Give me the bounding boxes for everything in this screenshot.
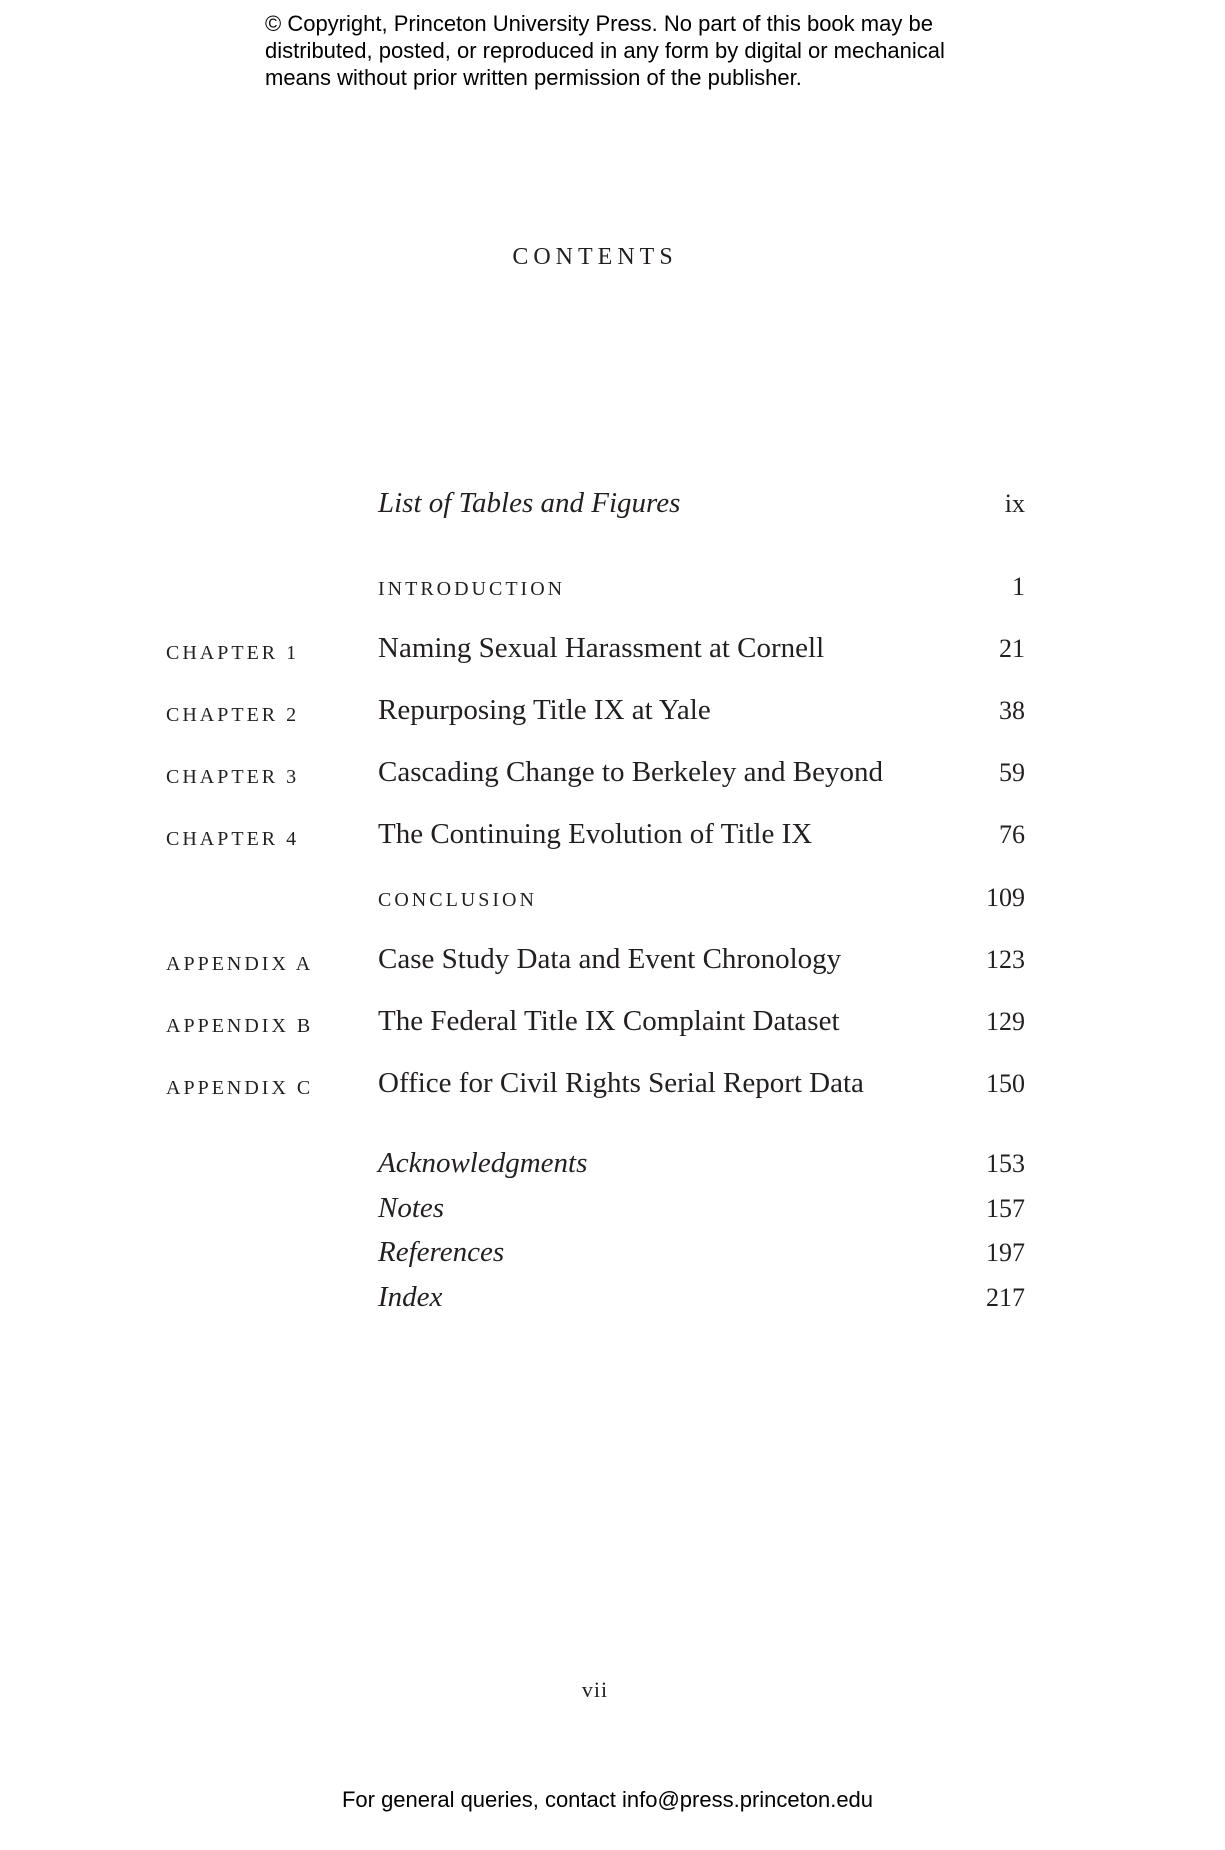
- copyright-line: © Copyright, Princeton University Press. No part of this book may be: [265, 11, 933, 36]
- toc-entry-title: Cascading Change to Berkeley and Beyond: [378, 756, 883, 788]
- toc-entry-title: The Federal Title IX Complaint Dataset: [378, 1005, 840, 1037]
- copyright-line: means without prior written permission of the publisher.: [265, 65, 802, 90]
- toc-entry-appendix-c[interactable]: [0, 1067, 1225, 1107]
- toc-entry-label: CHAPTER 4: [166, 828, 300, 850]
- toc-entry-label: APPENDIX A: [166, 953, 314, 975]
- toc-entry-notes[interactable]: [0, 1192, 1225, 1232]
- toc-entry-chapter-1[interactable]: [0, 632, 1225, 672]
- toc-entry-title: Office for Civil Rights Serial Report Data: [378, 1067, 864, 1099]
- toc-entry-list-of-tables[interactable]: [0, 487, 1225, 527]
- toc-entry-conclusion[interactable]: [0, 881, 1225, 921]
- toc-entry-index[interactable]: [0, 1281, 1225, 1321]
- toc-entry-appendix-a[interactable]: [0, 943, 1225, 983]
- toc-entry-label: CHAPTER 3: [166, 766, 300, 788]
- toc-entry-title: Naming Sexual Harassment at Cornell: [378, 632, 825, 664]
- toc-entry-references[interactable]: [0, 1236, 1225, 1276]
- toc-entry-page: 197: [986, 1238, 1025, 1267]
- toc-entry-title: Repurposing Title IX at Yale: [378, 694, 711, 726]
- toc-entry-label: APPENDIX B: [166, 1015, 314, 1037]
- page-number: vii: [581, 1677, 609, 1702]
- toc-entry-chapter-3[interactable]: [0, 756, 1225, 796]
- toc-entry-page: 76: [999, 820, 1025, 849]
- toc-entry-page: 153: [986, 1149, 1025, 1178]
- toc-entry-label: CHAPTER 2: [166, 704, 300, 726]
- toc-entry-page: 217: [986, 1283, 1025, 1312]
- toc-entry-title: Acknowledgments: [378, 1147, 588, 1179]
- toc-entry-chapter-2[interactable]: [0, 694, 1225, 734]
- toc-entry-title: CONCLUSION: [378, 889, 537, 911]
- contact-footer: For general queries, contact info@press.princeton.edu: [341, 1787, 874, 1812]
- toc-entry-page: 157: [986, 1194, 1025, 1223]
- toc-entry-page: 123: [986, 945, 1025, 974]
- toc-entry-title: Case Study Data and Event Chronology: [378, 943, 842, 975]
- copyright-line: distributed, posted, or reproduced in any form by digital or mechanical: [265, 38, 945, 63]
- toc-entry-title: INTRODUCTION: [378, 578, 566, 600]
- toc-entry-title: References: [378, 1236, 505, 1268]
- toc-entry-page: 129: [986, 1007, 1025, 1036]
- toc-entry-page: ix: [1004, 489, 1025, 518]
- toc-entry-page: 38: [999, 696, 1025, 725]
- toc-entry-page: 150: [986, 1069, 1025, 1098]
- toc-entry-chapter-4[interactable]: [0, 818, 1225, 858]
- toc-entry-label: APPENDIX C: [166, 1077, 314, 1099]
- toc-entry-page: 59: [999, 758, 1025, 787]
- toc-entry-page: 1: [1012, 572, 1025, 601]
- toc-entry-page: 21: [999, 634, 1025, 663]
- contents-heading: CONTENTS: [512, 244, 678, 270]
- toc-entry-appendix-b[interactable]: [0, 1005, 1225, 1045]
- toc-entry-title: The Continuing Evolution of Title IX: [378, 818, 813, 850]
- toc-entry-title: List of Tables and Figures: [378, 487, 681, 519]
- toc-entry-title: Notes: [378, 1192, 445, 1224]
- toc-entry-label: CHAPTER 1: [166, 642, 300, 664]
- toc-entry-page: 109: [986, 883, 1025, 912]
- toc-entry-title: Index: [378, 1281, 443, 1313]
- toc-entry-acknowledgments[interactable]: [0, 1147, 1225, 1187]
- toc-entry-introduction[interactable]: [0, 570, 1225, 610]
